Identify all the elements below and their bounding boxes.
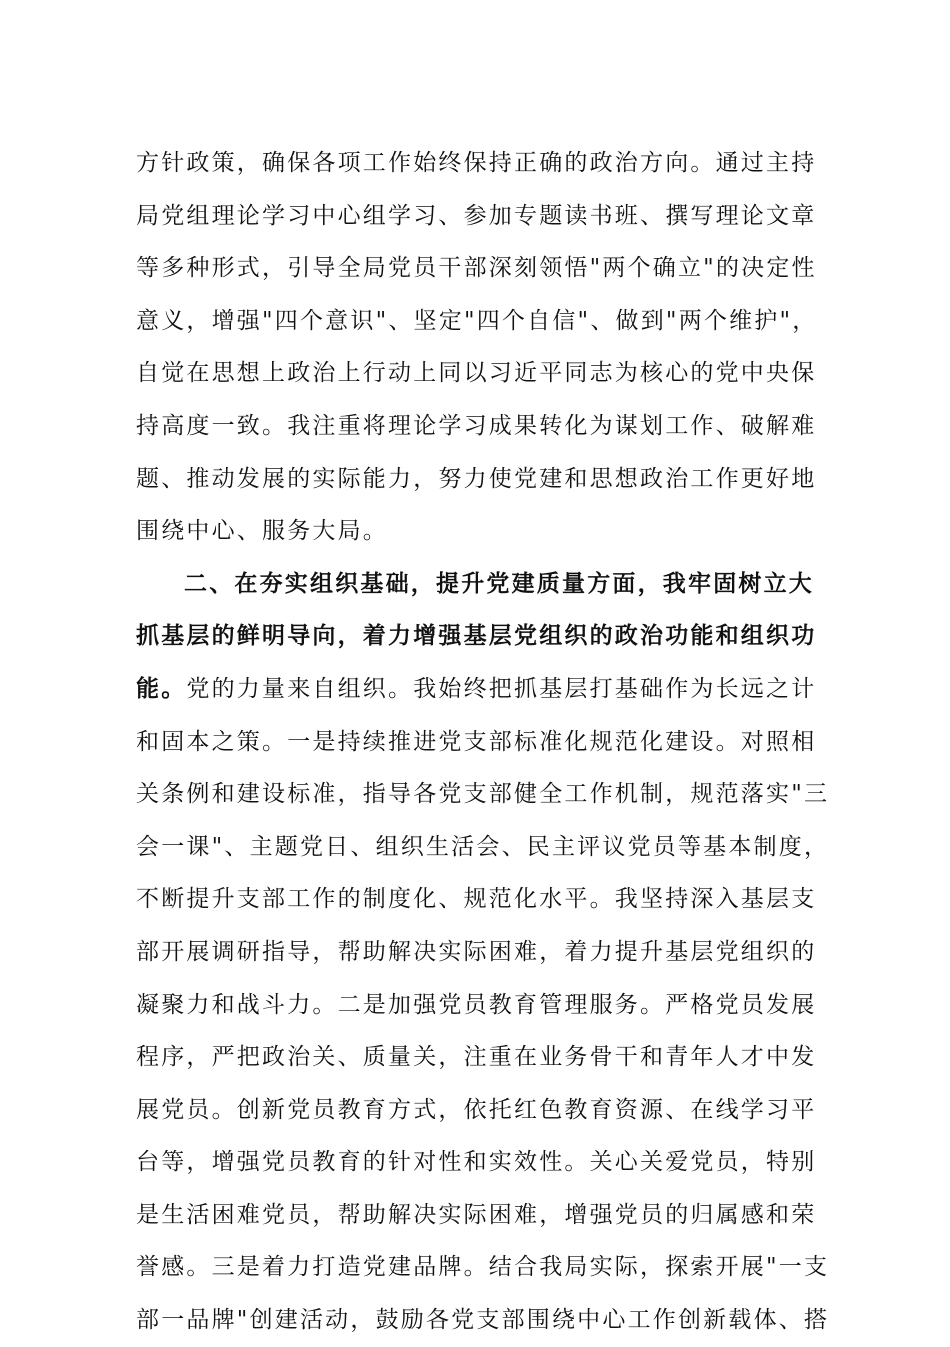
paragraph-line: 部一品牌"创建活动，鼓励各党支部围绕中心工作创新载体、搭	[136, 1307, 830, 1334]
paragraph-line: 持高度一致。我注重将理论学习成果转化为谋划工作、破解难	[136, 412, 817, 439]
paragraph-line: 程序，严把政治关、质量关，注重在业务骨干和青年人才中发	[136, 1044, 817, 1071]
paragraph-line: 会一课"、主题党日、组织生活会、民主评议党员等基本制度，	[136, 833, 830, 860]
paragraph-line: 凝聚力和战斗力。二是加强党员教育管理服务。严格党员发展	[136, 991, 817, 1018]
section-heading-line: 二、在夯实组织基础，提升党建质量方面，我牢固树立大	[184, 570, 814, 597]
paragraph-line: 局党组理论学习中心组学习、参加专题读书班、撰写理论文章	[136, 202, 817, 229]
paragraph-line: 意义，增强"四个意识"、坚定"四个自信"、做到"两个维护"，	[136, 307, 818, 334]
paragraph-line: 展党员。创新党员教育方式，依托红色教育资源、在线学习平	[136, 1096, 817, 1123]
paragraph-line: 不断提升支部工作的制度化、规范化水平。我坚持深入基层支	[136, 886, 817, 913]
section-heading-mixed-line	[136, 663, 824, 716]
paragraph-line: 是生活困难党员，帮助解决实际困难，增强党员的归属感和荣	[136, 1201, 817, 1228]
paragraph-line: 等多种形式，引导全局党员干部深刻领悟"两个确立"的决定性	[136, 255, 817, 282]
paragraph-line: 部开展调研指导，帮助解决实际困难，着力提升基层党组织的	[136, 938, 817, 965]
paragraph-line: 和固本之策。一是持续推进党支部标准化规范化建设。对照相	[136, 728, 817, 755]
section-heading-line: 抓基层的鲜明导向，着力增强基层党组织的政治功能和组织功	[136, 623, 817, 650]
section-heading-end: 能。	[136, 675, 187, 702]
paragraph-line: 自觉在思想上政治上行动上同以习近平同志为核心的党中央保	[136, 360, 817, 387]
paragraph-line: 关条例和建设标准，指导各党支部健全工作机制，规范落实"三	[136, 781, 830, 808]
paragraph-line: 方针政策，确保各项工作始终保持正确的政治方向。通过主持	[136, 150, 817, 176]
paragraph-line: 围绕中心、服务大局。	[136, 518, 388, 545]
paragraph-line: 题、推动发展的实际能力，努力使党建和思想政治工作更好地	[136, 465, 817, 492]
paragraph-line: 台等，增强党员教育的针对性和实效性。关心关爱党员，特别	[136, 1149, 817, 1176]
paragraph-text: 党的力量来自组织。我始终把抓基层打基础作为长远之计	[186, 675, 817, 702]
paragraph-line: 誉感。三是着力打造党建品牌。结合我局实际，探索开展"一支	[136, 1254, 830, 1281]
body-text	[136, 137, 830, 1347]
